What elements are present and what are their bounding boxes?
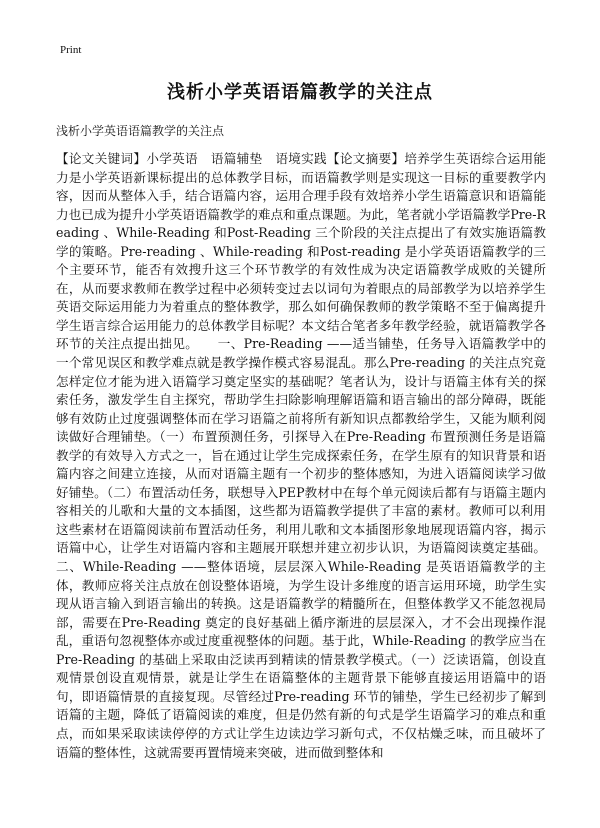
document-title: 浅析小学英语语篇教学的关注点: [167, 82, 433, 103]
document-body: 【论文关键词】小学英语 语篇辅垫 语境实践【论文摘要】培养学生英语综合运用能力是小学英语新课标提出的总体教学目标，而语篇教学则是实现这一目标的重要教学内容，因而从整体入手，结合语篇内容，运用合理手段有效培养小学生语篇意识和语篇能力也已成为提升小学英语语篇教学的难点和重点课题。为此，笔者就小学语篇教学Pre-Reading 、While-Reading 和Post-Reading 三个阶段的关注点提出了有效实施语篇教学的策略。Pre-reading 、While-reading 和Post-reading 是小学英语语篇教学的三个主要环节，能否有效搜升这三个环节教学的有效性成为决定语篇教学成败的关键所在，从而要求教师在教学过程中必须转变过去以词句为着眼点的局部教学为以培养学生英语交际运用能力为着重点的整体教学，那么如何确保教师的教学策略不至于偏离提升学生语言综合运用能力的总体教学目标呢？本文结合笔者多年教学经验，就语篇教学各环节的关注点提出拙见。 一、Pre-Reading ——适当铺垫，任务导入语篇教学中的一个常见误区和教学难点就是教学操作模式容易混乱。那么Pre-reading 的关注点究竟怎样定位才能为进入语篇学习奠定坚实的基础呢？笔者认为，设计与语篇主体有关的探索任务，激发学生自主探究，帮助学生扫除影响理解语篇和语言输出的部分障碍，既能够有效防止过度强调整体而在学习语篇之前将所有新知识点都教给学生，又能为顺利阅读做好合理铺垫。（一）布置预测任务，引探导入在Pre-Reading 布置预测任务是语篇教学的有效导入方式之一，旨在通过让学生完成探索任务，在学生原有的知识背景和语篇内容之间建立连接，从而对语篇主题有一个初步的整体感知，为进入语篇阅读学习做好铺垫。（二）布置活动任务，联想导入PEP教材中在每个单元阅读后都有与语篇主题内容相关的儿歌和大量的文本插图，这些都为语篇教学提供了丰富的素材。教师可以利用这些素材在语篇阅读前布置活动任务，利用儿歌和文本插图形象地展现语篇内容，揭示语篇中心，让学生对语篇内容和主题展开联想并建立初步认识，为语篇阅读奠定基础。二、While-Reading ——整体语境，层层深入While-Reading 是英语语篇教学的主体，教师应将关注点放在创设整体语境，为学生设计多维度的语言运用环境，助学生实现从语言输入到语言输出的转换。这是语篇教学的精髓所在，但整体教学又不能忽视局部，需要在Pre-Reading 奠定的良好基础上循序渐进的层层深入，才不会出现操作混乱，重语句忽视整体亦或过度重视整体的问题。基于此，While-Reading 的教学应当在Pre-Reading 的基础上采取由泛读再到精读的情景教学模式。（一）泛读语篇，创设直观情景创设直观情景，就是让学生在语篇整体的主题背景下能够直接运用语篇中的语句，即语篇情景的直接复现。尽管经过Pre-reading 环节的铺垫，学生已经初步了解到语篇的主题，降低了语篇阅读的难度，但是仍然有新的句式是学生语篇学习的难点和重点，而如果采取读读停停的方式让学生边读边学习新句式，不仅枯燥乏味，而且破坏了语篇的整体性，这就需要再置情境来突破，进而做到整体和: [56, 151, 546, 760]
document-subtitle: 浅析小学英语语篇教学的关注点: [56, 124, 225, 138]
print-label[interactable]: Print: [60, 44, 82, 56]
